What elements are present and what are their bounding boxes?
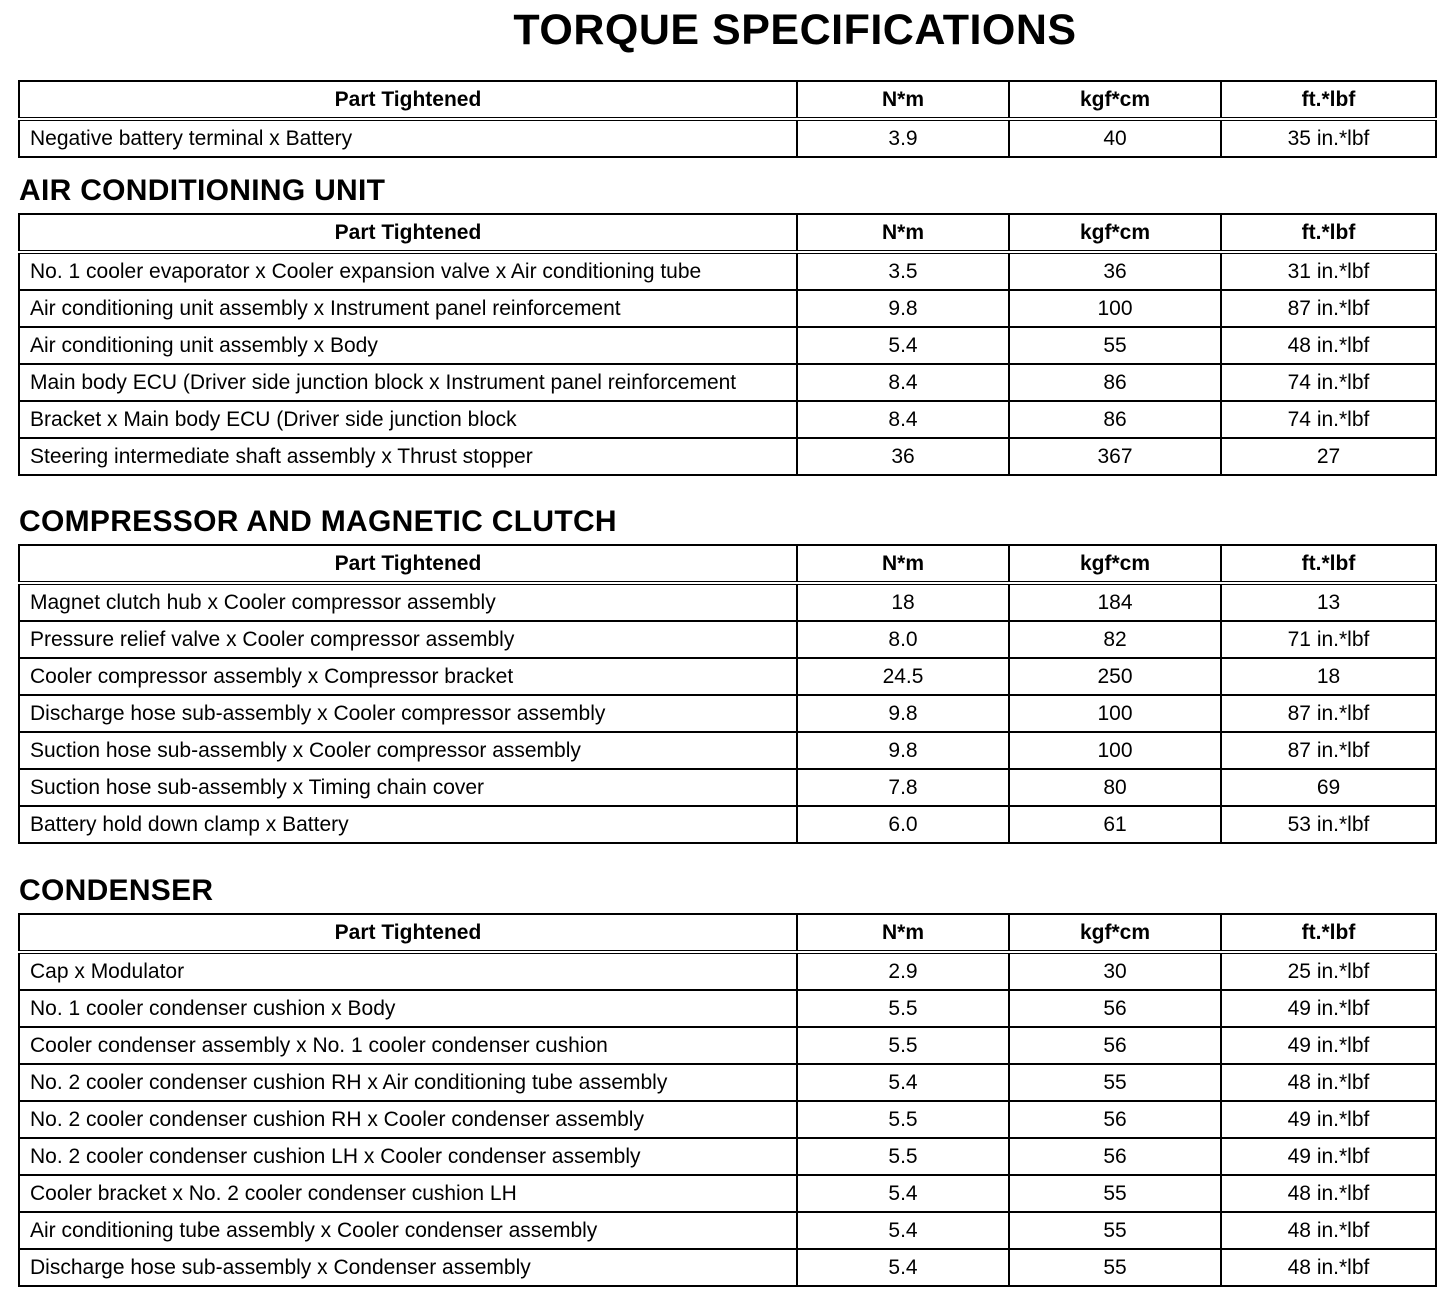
cell-part-tightened: No. 2 cooler condenser cushion RH x Cooler condenser assembly: [19, 1101, 797, 1138]
cell-torque-kgf-cm: 40: [1009, 119, 1221, 157]
table-row: [19, 769, 1436, 806]
column-header-nm: N*m: [797, 214, 1009, 252]
section-heading-air-conditioning-unit: AIR CONDITIONING UNIT: [19, 174, 386, 207]
cell-torque-ft-lbf: 49 in.*lbf: [1221, 990, 1436, 1027]
cell-torque-ft-lbf: 87 in.*lbf: [1221, 732, 1436, 769]
table-body: [19, 952, 1436, 1286]
table-row: [19, 621, 1436, 658]
cell-torque-nm: 36: [797, 438, 1009, 475]
table-row: [19, 658, 1436, 695]
column-header-nm: N*m: [797, 914, 1009, 952]
cell-part-tightened: Suction hose sub-assembly x Cooler compressor assembly: [19, 732, 797, 769]
section-heading-compressor: COMPRESSOR AND MAGNETIC CLUTCH: [19, 505, 617, 538]
cell-torque-ft-lbf: 69: [1221, 769, 1436, 806]
table-row: [19, 695, 1436, 732]
cell-part-tightened: Pressure relief valve x Cooler compressor assembly: [19, 621, 797, 658]
cell-torque-kgf-cm: 367: [1009, 438, 1221, 475]
cell-torque-nm: 8.4: [797, 364, 1009, 401]
cell-part-tightened: Cooler compressor assembly x Compressor bracket: [19, 658, 797, 695]
cell-torque-ft-lbf: 87 in.*lbf: [1221, 695, 1436, 732]
cell-torque-kgf-cm: 86: [1009, 401, 1221, 438]
cell-torque-kgf-cm: 61: [1009, 806, 1221, 843]
cell-torque-nm: 5.4: [797, 1064, 1009, 1101]
cell-torque-kgf-cm: 100: [1009, 695, 1221, 732]
air-conditioning-unit-torque-table: [18, 213, 1437, 476]
cell-torque-kgf-cm: 86: [1009, 364, 1221, 401]
cell-torque-kgf-cm: 56: [1009, 1138, 1221, 1175]
column-header-ft: ft.*lbf: [1221, 914, 1436, 952]
cell-torque-kgf-cm: 36: [1009, 252, 1221, 290]
cell-torque-ft-lbf: 74 in.*lbf: [1221, 401, 1436, 438]
cell-torque-ft-lbf: 87 in.*lbf: [1221, 290, 1436, 327]
cell-part-tightened: Air conditioning unit assembly x Body: [19, 327, 797, 364]
cell-torque-nm: 24.5: [797, 658, 1009, 695]
cell-torque-ft-lbf: 48 in.*lbf: [1221, 1249, 1436, 1286]
column-header-part: Part Tightened: [19, 545, 797, 583]
table-row: [19, 438, 1436, 475]
cell-torque-ft-lbf: 53 in.*lbf: [1221, 806, 1436, 843]
column-header-part: Part Tightened: [19, 914, 797, 952]
cell-torque-nm: 5.5: [797, 1138, 1009, 1175]
cell-torque-kgf-cm: 56: [1009, 990, 1221, 1027]
column-header-nm: N*m: [797, 81, 1009, 119]
cell-torque-nm: 5.4: [797, 1249, 1009, 1286]
table-body: [19, 119, 1436, 157]
cell-part-tightened: Cap x Modulator: [19, 952, 797, 990]
table-row: [19, 1064, 1436, 1101]
cell-part-tightened: Discharge hose sub-assembly x Condenser assembly: [19, 1249, 797, 1286]
table-row: [19, 732, 1436, 769]
table-row: [19, 401, 1436, 438]
cell-torque-ft-lbf: 48 in.*lbf: [1221, 1064, 1436, 1101]
table-header-row: [19, 914, 1436, 952]
table-row: [19, 1101, 1436, 1138]
table-header-row: [19, 545, 1436, 583]
cell-torque-nm: 7.8: [797, 769, 1009, 806]
table-row: [19, 990, 1436, 1027]
cell-torque-kgf-cm: 55: [1009, 1249, 1221, 1286]
cell-part-tightened: Cooler condenser assembly x No. 1 cooler condenser cushion: [19, 1027, 797, 1064]
cell-torque-ft-lbf: 13: [1221, 583, 1436, 621]
cell-torque-kgf-cm: 82: [1009, 621, 1221, 658]
cell-torque-ft-lbf: 35 in.*lbf: [1221, 119, 1436, 157]
cell-part-tightened: No. 1 cooler condenser cushion x Body: [19, 990, 797, 1027]
cell-torque-kgf-cm: 55: [1009, 327, 1221, 364]
cell-torque-nm: 9.8: [797, 732, 1009, 769]
cell-part-tightened: No. 2 cooler condenser cushion RH x Air conditioning tube assembly: [19, 1064, 797, 1101]
table-row: [19, 1175, 1436, 1212]
table-row: [19, 364, 1436, 401]
cell-torque-nm: 5.4: [797, 1212, 1009, 1249]
table-row: [19, 1027, 1436, 1064]
column-header-nm: N*m: [797, 545, 1009, 583]
cell-part-tightened: Main body ECU (Driver side junction block x Instrument panel reinforcement: [19, 364, 797, 401]
cell-torque-ft-lbf: 74 in.*lbf: [1221, 364, 1436, 401]
cell-part-tightened: Cooler bracket x No. 2 cooler condenser cushion LH: [19, 1175, 797, 1212]
column-header-ft: ft.*lbf: [1221, 214, 1436, 252]
cell-torque-nm: 3.9: [797, 119, 1009, 157]
cell-torque-nm: 5.5: [797, 1027, 1009, 1064]
cell-torque-nm: 9.8: [797, 695, 1009, 732]
column-header-kgf: kgf*cm: [1009, 914, 1221, 952]
page-title: TORQUE SPECIFICATIONS: [513, 6, 1077, 54]
table-row: [19, 583, 1436, 621]
cell-torque-kgf-cm: 184: [1009, 583, 1221, 621]
cell-part-tightened: Bracket x Main body ECU (Driver side junction block: [19, 401, 797, 438]
compressor-torque-table: [18, 544, 1437, 844]
cell-torque-kgf-cm: 56: [1009, 1101, 1221, 1138]
cell-torque-ft-lbf: 71 in.*lbf: [1221, 621, 1436, 658]
cell-torque-ft-lbf: 49 in.*lbf: [1221, 1027, 1436, 1064]
cell-torque-nm: 5.4: [797, 1175, 1009, 1212]
table-body: [19, 252, 1436, 475]
table-row: [19, 1212, 1436, 1249]
cell-part-tightened: No. 2 cooler condenser cushion LH x Cooler condenser assembly: [19, 1138, 797, 1175]
cell-torque-ft-lbf: 18: [1221, 658, 1436, 695]
cell-part-tightened: Steering intermediate shaft assembly x Thrust stopper: [19, 438, 797, 475]
cell-part-tightened: Air conditioning tube assembly x Cooler condenser assembly: [19, 1212, 797, 1249]
cell-torque-ft-lbf: 27: [1221, 438, 1436, 475]
table-row: [19, 252, 1436, 290]
cell-torque-nm: 5.5: [797, 1101, 1009, 1138]
section-heading-condenser: CONDENSER: [19, 874, 214, 907]
cell-torque-ft-lbf: 25 in.*lbf: [1221, 952, 1436, 990]
table-row: [19, 806, 1436, 843]
cell-torque-kgf-cm: 100: [1009, 290, 1221, 327]
table-row: [19, 119, 1436, 157]
cell-part-tightened: Suction hose sub-assembly x Timing chain cover: [19, 769, 797, 806]
table-row: [19, 1249, 1436, 1286]
cell-torque-ft-lbf: 31 in.*lbf: [1221, 252, 1436, 290]
column-header-kgf: kgf*cm: [1009, 214, 1221, 252]
cell-torque-nm: 6.0: [797, 806, 1009, 843]
cell-torque-kgf-cm: 80: [1009, 769, 1221, 806]
table-row: [19, 290, 1436, 327]
cell-torque-nm: 8.4: [797, 401, 1009, 438]
cell-torque-kgf-cm: 55: [1009, 1212, 1221, 1249]
column-header-ft: ft.*lbf: [1221, 81, 1436, 119]
table-row: [19, 952, 1436, 990]
column-header-kgf: kgf*cm: [1009, 545, 1221, 583]
column-header-kgf: kgf*cm: [1009, 81, 1221, 119]
cell-torque-ft-lbf: 48 in.*lbf: [1221, 1212, 1436, 1249]
column-header-ft: ft.*lbf: [1221, 545, 1436, 583]
cell-torque-ft-lbf: 48 in.*lbf: [1221, 327, 1436, 364]
table-header-row: [19, 214, 1436, 252]
column-header-part: Part Tightened: [19, 81, 797, 119]
table-row: [19, 1138, 1436, 1175]
column-header-part: Part Tightened: [19, 214, 797, 252]
cell-torque-kgf-cm: 55: [1009, 1064, 1221, 1101]
cell-part-tightened: Air conditioning unit assembly x Instrument panel reinforcement: [19, 290, 797, 327]
cell-torque-kgf-cm: 55: [1009, 1175, 1221, 1212]
cell-torque-nm: 2.9: [797, 952, 1009, 990]
cell-torque-ft-lbf: 49 in.*lbf: [1221, 1138, 1436, 1175]
cell-part-tightened: No. 1 cooler evaporator x Cooler expansion valve x Air conditioning tube: [19, 252, 797, 290]
cell-torque-nm: 8.0: [797, 621, 1009, 658]
cell-torque-ft-lbf: 48 in.*lbf: [1221, 1175, 1436, 1212]
cell-torque-kgf-cm: 56: [1009, 1027, 1221, 1064]
cell-part-tightened: Battery hold down clamp x Battery: [19, 806, 797, 843]
cell-torque-ft-lbf: 49 in.*lbf: [1221, 1101, 1436, 1138]
table-body: [19, 583, 1436, 843]
cell-torque-kgf-cm: 250: [1009, 658, 1221, 695]
cell-torque-kgf-cm: 100: [1009, 732, 1221, 769]
table-row: [19, 327, 1436, 364]
battery-torque-table: [18, 80, 1437, 158]
cell-torque-kgf-cm: 30: [1009, 952, 1221, 990]
cell-torque-nm: 5.5: [797, 990, 1009, 1027]
cell-torque-nm: 9.8: [797, 290, 1009, 327]
cell-torque-nm: 5.4: [797, 327, 1009, 364]
cell-torque-nm: 18: [797, 583, 1009, 621]
cell-part-tightened: Discharge hose sub-assembly x Cooler compressor assembly: [19, 695, 797, 732]
condenser-torque-table: [18, 913, 1437, 1287]
cell-part-tightened: Negative battery terminal x Battery: [19, 119, 797, 157]
cell-part-tightened: Magnet clutch hub x Cooler compressor assembly: [19, 583, 797, 621]
table-header-row: [19, 81, 1436, 119]
cell-torque-nm: 3.5: [797, 252, 1009, 290]
